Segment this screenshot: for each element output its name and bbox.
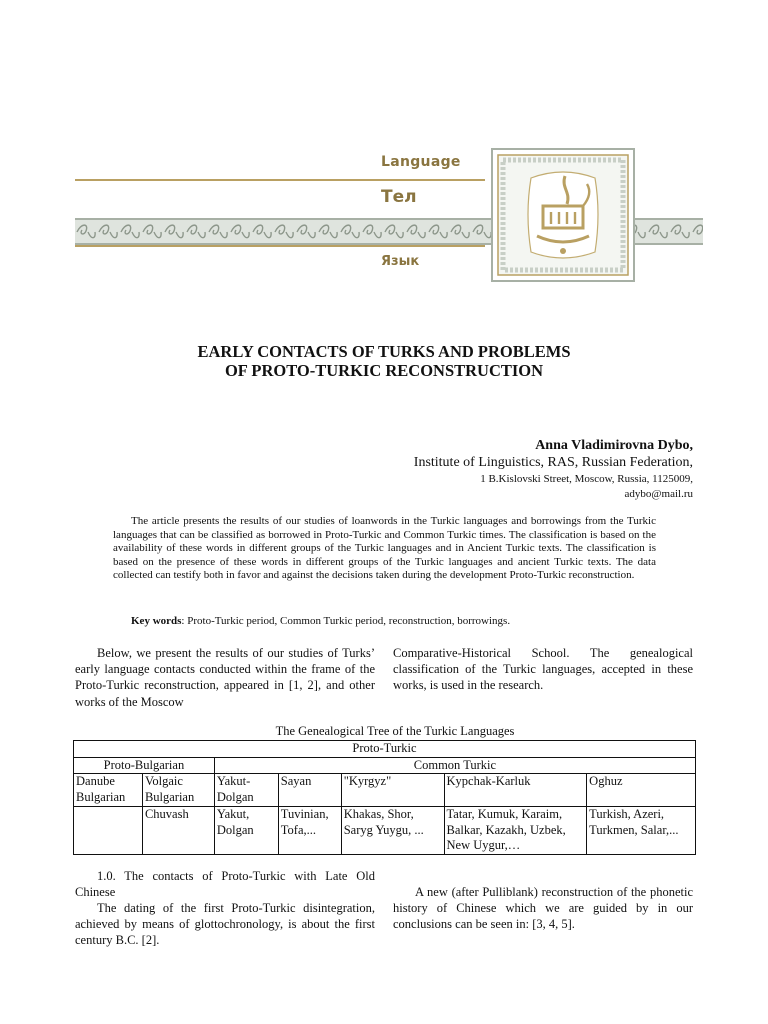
author-institute: Institute of Linguistics, RAS, Russian Federation,	[413, 455, 693, 470]
table-row-root	[74, 741, 696, 758]
table-cell: Yakut-Dolgan	[214, 774, 278, 807]
table-cell: Oghuz	[587, 774, 696, 807]
section-heading: 1.0. The contacts of Proto-Turkic with Late Old Chinese	[75, 869, 375, 900]
table-cell: Tuvinian, Tofa,...	[278, 807, 341, 855]
banner-tel-label: Тел	[381, 187, 417, 207]
cell-proto-turkic: Proto-Turkic	[74, 741, 696, 758]
keywords-text: : Proto-Turkic period, Common Turkic period, reconstruction, borrowings.	[181, 615, 511, 627]
table-cell: Kypchak-Karluk	[444, 774, 587, 807]
table-caption: The Genealogical Tree of the Turkic Languages	[275, 724, 515, 738]
keywords	[131, 615, 510, 627]
table-row-branches	[74, 757, 696, 774]
table-cell	[74, 807, 143, 855]
section-right-column: A new (after Pulliblank) reconstruction of the phonetic history of Chinese which we are guided by in our conclusions can be seen in: [3, 4, 5].	[393, 885, 693, 932]
table-cell: Chuvash	[142, 807, 214, 855]
banner-bottom-rule	[75, 245, 485, 247]
author-block	[414, 437, 693, 502]
cell-proto-bulgarian: Proto-Bulgarian	[74, 757, 215, 774]
journal-logo	[491, 148, 635, 282]
author-email: adybo@mail.ru	[624, 488, 693, 500]
table-cell: Danube Bulgarian	[74, 774, 143, 807]
banner-yazyk-label: Язык	[381, 254, 420, 269]
table-row-groups	[74, 774, 696, 807]
journal-banner	[75, 140, 703, 285]
genealogical-tree-table	[73, 740, 696, 855]
title-line-2: OF PROTO-TURKIC RECONSTRUCTION	[224, 361, 544, 380]
table-cell: Tatar, Kumuk, Karaim, Balkar, Kazakh, Uzbek, New Uygur,…	[444, 807, 587, 855]
logo-emblem-icon	[491, 148, 635, 282]
table-cell: Turkish, Azeri, Turkmen, Salar,...	[587, 807, 696, 855]
section-left-column: The dating of the first Proto-Turkic disintegration, achieved by means of glottochronology, is about the first century B.C. [2].	[75, 901, 375, 948]
table-cell: Yakut, Dolgan	[214, 807, 278, 855]
keywords-label: Key words	[131, 615, 182, 627]
table-cell: Volgaic Bulgarian	[142, 774, 214, 807]
author-name: Anna Vladimirovna Dybo,	[535, 438, 693, 453]
intro-left-column: Below, we present the results of our studies of Turks’ early language contacts conducted within the frame of the Proto-Turkic reconstruction, appeared in [1, 2], and other works of the Moscow	[75, 646, 375, 709]
table-row-languages	[74, 807, 696, 855]
title-line-1: EARLY CONTACTS OF TURKS AND PROBLEMS	[197, 342, 571, 361]
table-cell: "Kyrgyz"	[341, 774, 444, 807]
article-title	[0, 342, 768, 380]
table-cell: Sayan	[278, 774, 341, 807]
cell-common-turkic: Common Turkic	[214, 757, 695, 774]
banner-top-rule	[75, 179, 485, 181]
banner-language-label: Language	[381, 154, 461, 170]
table-cell: Khakas, Shor, Saryg Yuygu, ...	[341, 807, 444, 855]
intro-right-column: Comparative-Historical School. The genealogical classification of the Turkic languages, accepted in these works, is used in the research.	[393, 646, 693, 693]
abstract: The article presents the results of our studies of loanwords in the Turkic languages and borrowings from the Turkic languages that can be classified as borrowed in Proto-Turkic and Common Turkic times. The classification is based on the availability of these words in different groups of the Turkic languages and in Ancient Turkic texts. The classification is based on the presence of these words in different groups of the Turkic languages and ancient Turkic texts. The data collected can testify both in favor and against the decisions taken during the development Proto-Turkic reconstruction.	[113, 515, 656, 582]
author-address: 1 B.Kislovski Street, Moscow, Russia, 1125009,	[480, 473, 693, 485]
